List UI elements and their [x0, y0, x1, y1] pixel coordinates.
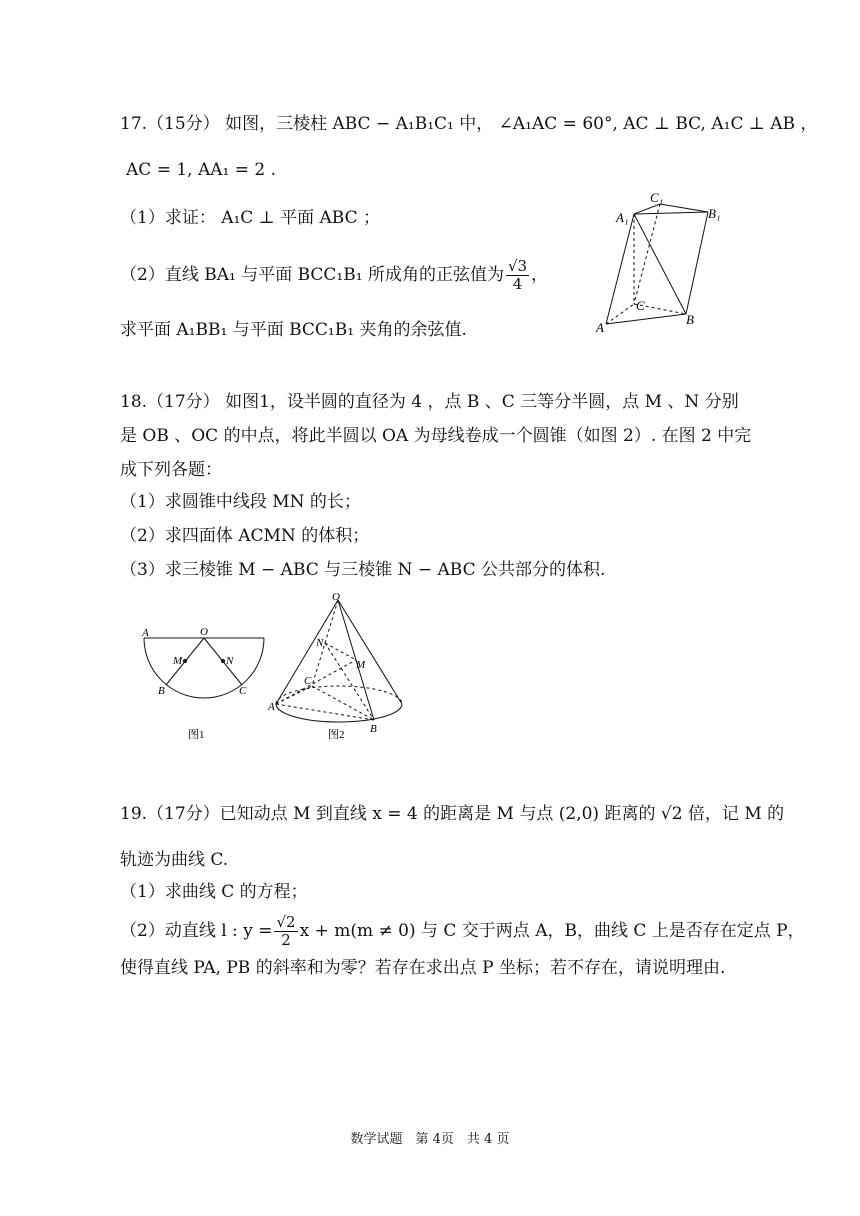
q17-part1: （1）求证： A₁C ⊥ 平面 ABC ；	[120, 208, 381, 228]
q17-part2-post: ，	[531, 265, 549, 285]
fig2-label-a: A	[268, 701, 275, 713]
q17-part2-text: （2）直线 BA₁ 与平面 BCC₁B₁ 所成角的正弦值为	[120, 265, 504, 285]
q17-line2: AC = 1, AA₁ = 2 .	[126, 160, 277, 180]
q17-part3: 求平面 A₁BB₁ 与平面 BCC₁B₁ 夹角的余弦值.	[120, 320, 467, 340]
q19-frac-num: √2	[276, 913, 296, 931]
label-a1: A₁	[616, 210, 629, 225]
q19-part1: （1）求曲线 C 的方程；	[120, 882, 308, 902]
q19-part2	[120, 914, 805, 949]
q17-fraction	[506, 258, 529, 293]
q19-part3: 使得直线 PA, PB 的斜率和为零？若存在求出点 P 坐标；若不存在，请说明理由.	[120, 958, 726, 978]
fig1-label-a: A	[142, 627, 149, 639]
q17-line1: 17.（15分） 如图，三棱柱 ABC − A₁B₁C₁ 中， ∠A₁AC = 60°, AC ⊥ BC, A₁C ⊥ AB ，	[120, 114, 818, 134]
q17-frac-num: √3	[507, 257, 528, 275]
semicircle-figure	[140, 624, 270, 742]
q17-frac-den: 4	[512, 275, 523, 293]
label-b1: B₁	[708, 206, 721, 221]
fig2-label-c: C	[304, 675, 312, 687]
fig2-label-n: N	[316, 637, 324, 649]
fig2-label-o: O	[332, 591, 340, 603]
q19-line2: 轨迹为曲线 C.	[120, 850, 229, 870]
page-footer: 数学试题 第 4页 共 4 页	[350, 1132, 510, 1147]
q19-part2-text: （2）动直线 l : y =	[120, 921, 273, 941]
q19-frac-den: 2	[281, 931, 291, 949]
q18-part2: （2）求四面体 ACMN 的体积；	[120, 526, 370, 546]
fig1-label-n: N	[226, 655, 234, 667]
prism-figure	[594, 186, 734, 336]
q18-line1: 18.（17分） 如图1，设半圆的直径为 4 ，点 B 、C 三等分半圆，点 M 、N 分别	[120, 392, 739, 412]
fig2-label-m: M	[356, 659, 366, 671]
cone-figure	[266, 590, 416, 746]
label-a: A	[596, 320, 604, 335]
q19-line1: 19.（17分）已知动点 M 到直线 x = 4 的距离是 M 与点 (2,0) 距离的 √2 倍，记 M 的	[120, 804, 785, 824]
fig2-label-b: B	[370, 723, 377, 735]
fig1-label-m: M	[173, 655, 183, 667]
fig2-caption: 图2	[328, 729, 345, 741]
q18-line3: 成下列各题：	[120, 460, 222, 480]
q18-part1: （1）求圆锥中线段 MN 的长；	[120, 492, 361, 512]
fig1-label-b: B	[158, 685, 165, 697]
fig1-caption: 图1	[188, 729, 205, 741]
fig1-label-c: C	[239, 685, 247, 697]
q19-fraction	[274, 914, 297, 949]
fig1-label-o: O	[200, 626, 208, 638]
q18-part3: （3）求三棱锥 M − ABC 与三棱锥 N − ABC 公共部分的体积.	[120, 560, 606, 580]
label-c: C	[636, 298, 645, 313]
label-c1: C₁	[650, 190, 664, 205]
q19-part2-post: x + m(m ≠ 0) 与 C 交于两点 A，B，曲线 C 上是否存在定点 P，	[299, 921, 805, 941]
q17-part2	[120, 258, 548, 293]
q18-line2: 是 OB 、OC 的中点，将此半圆以 OA 为母线卷成一个圆锥（如图 2）. 在图 2 中完	[120, 426, 752, 446]
label-b: B	[686, 312, 694, 327]
